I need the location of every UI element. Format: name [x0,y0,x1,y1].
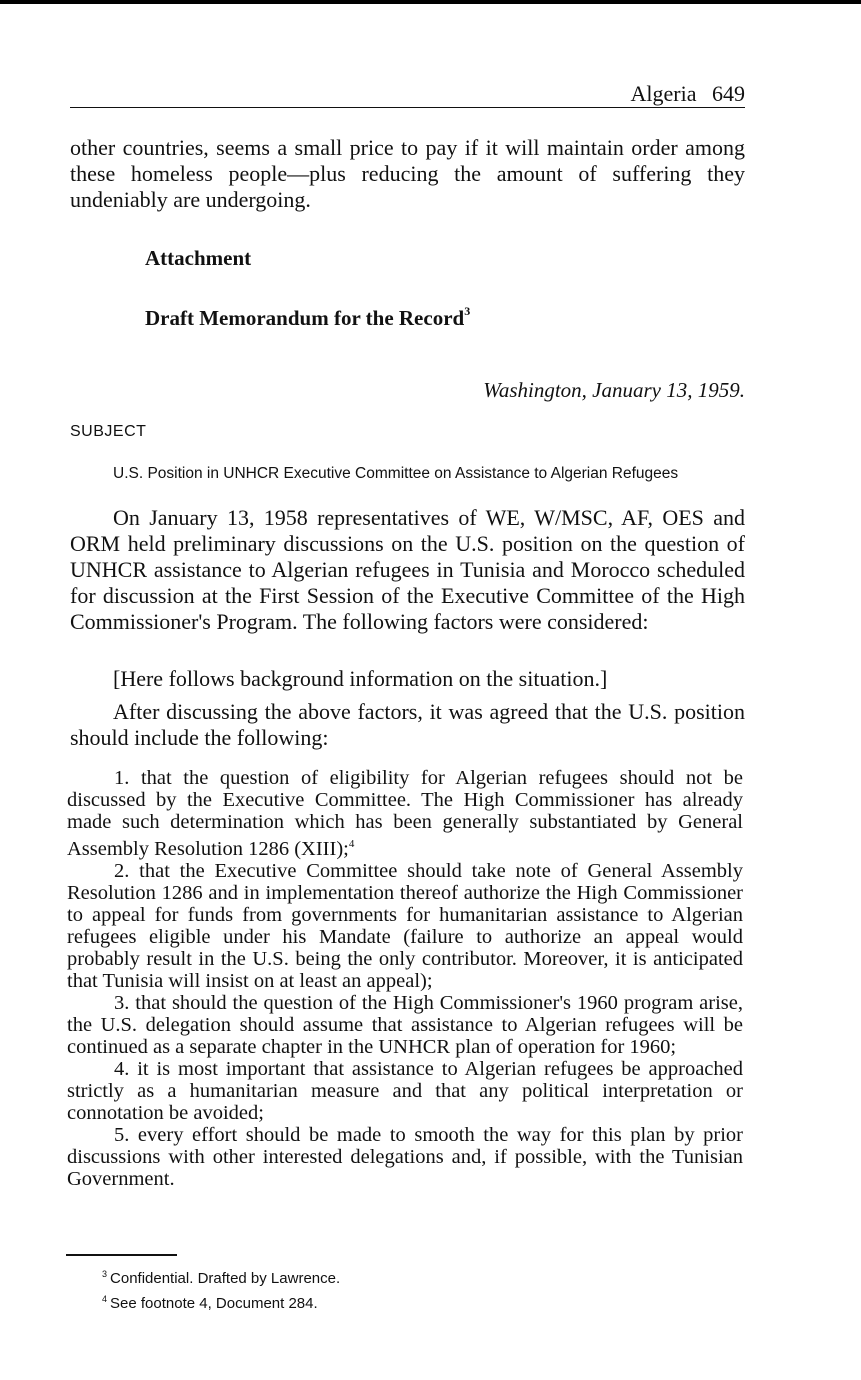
footnote-text: Confidential. Drafted by Lawrence. [110,1270,341,1287]
numbered-list [67,767,743,1190]
page-number: 649 [712,81,745,106]
footnote [102,1289,340,1314]
list-item-text: 3. that should the question of the High Commissioner's 1960 program arise, the U.S. delegation should assume that assistance to Algerian refugees will be continued as a separate chapter in the UNHCR plan of operation for 1960; [67,991,743,1058]
list-item-text: 5. every effort should be made to smooth the way for this plan by prior discussions with other interested delegations and, if possible, with the Tunisian Government. [67,1123,743,1190]
agreed-paragraph: After discussing the above factors, it was agreed that the U.S. position should include the following: [70,699,745,750]
list-item-footnote-ref: 4 [348,838,355,850]
list-item [67,1058,743,1124]
footnote-divider [66,1254,177,1256]
footnote-marker: 4 [102,1294,108,1304]
memo-title: Draft Memorandum for the Record [145,306,465,330]
running-header-text [631,80,745,107]
memo-heading [145,306,470,331]
list-item [67,992,743,1058]
attachment-heading: Attachment [145,246,252,270]
dateline: Washington, January 13, 1959. [483,378,745,402]
subject-text: U.S. Position in UNHCR Executive Committee on Assistance to Algerian Refugees [113,465,679,482]
footnotes [102,1264,340,1314]
list-item-text: 1. that the question of eligibility for Algerian refugees should not be discussed by the Executive Committee. The High Commissioner has already made such determination which has been generally substantiated by General Assembly Resolution 1286 (XIII); [67,767,743,860]
running-title: Algeria [630,81,697,106]
intro-paragraph: On January 13, 1958 representatives of WE, W/MSC, AF, OES and ORM held preliminary discussions on the U.S. position on the question of UNHCR assistance to Algerian refugees in Tunisia and Morocco scheduled for discussion at the First Session of the Executive Committee of the High Commissioner's Program. The following factors were considered: [70,505,745,634]
list-item-text: 4. it is most important that assistance to Algerian refugees be approached strictly as a humanitarian measure and that any political interpretation or connotation be avoided; [67,1057,743,1124]
continuation-paragraph: other countries, seems a small price to pay if it will maintain order among these homeless people—plus reducing the amount of suffering they undeniably are undergoing. [70,135,745,212]
page-top-edge [0,0,861,4]
bracket-paragraph: [Here follows background information on the situation.] [113,666,608,691]
memo-footnote-ref: 3 [464,304,471,318]
footnote-marker: 3 [102,1269,108,1279]
footnote-text: See footnote 4, Document 284. [110,1295,318,1312]
list-item-text: 2. that the Executive Committee should take note of General Assembly Resolution 1286 and in implementation thereof authorize the High Commissioner to appeal for funds from governments for humanitarian assistance to Algerian refugees eligible under his Mandate (failure to authorize an appeal would probably result in the U.S. being the only contributor. Moreover, it is anticipated that Tunisia will insist on at least an appeal); [67,859,743,992]
list-item [67,860,743,992]
running-header [70,80,745,108]
subject-label: SUBJECT [70,423,147,440]
list-item [67,767,743,860]
list-item [67,1124,743,1190]
footnote [102,1264,340,1289]
